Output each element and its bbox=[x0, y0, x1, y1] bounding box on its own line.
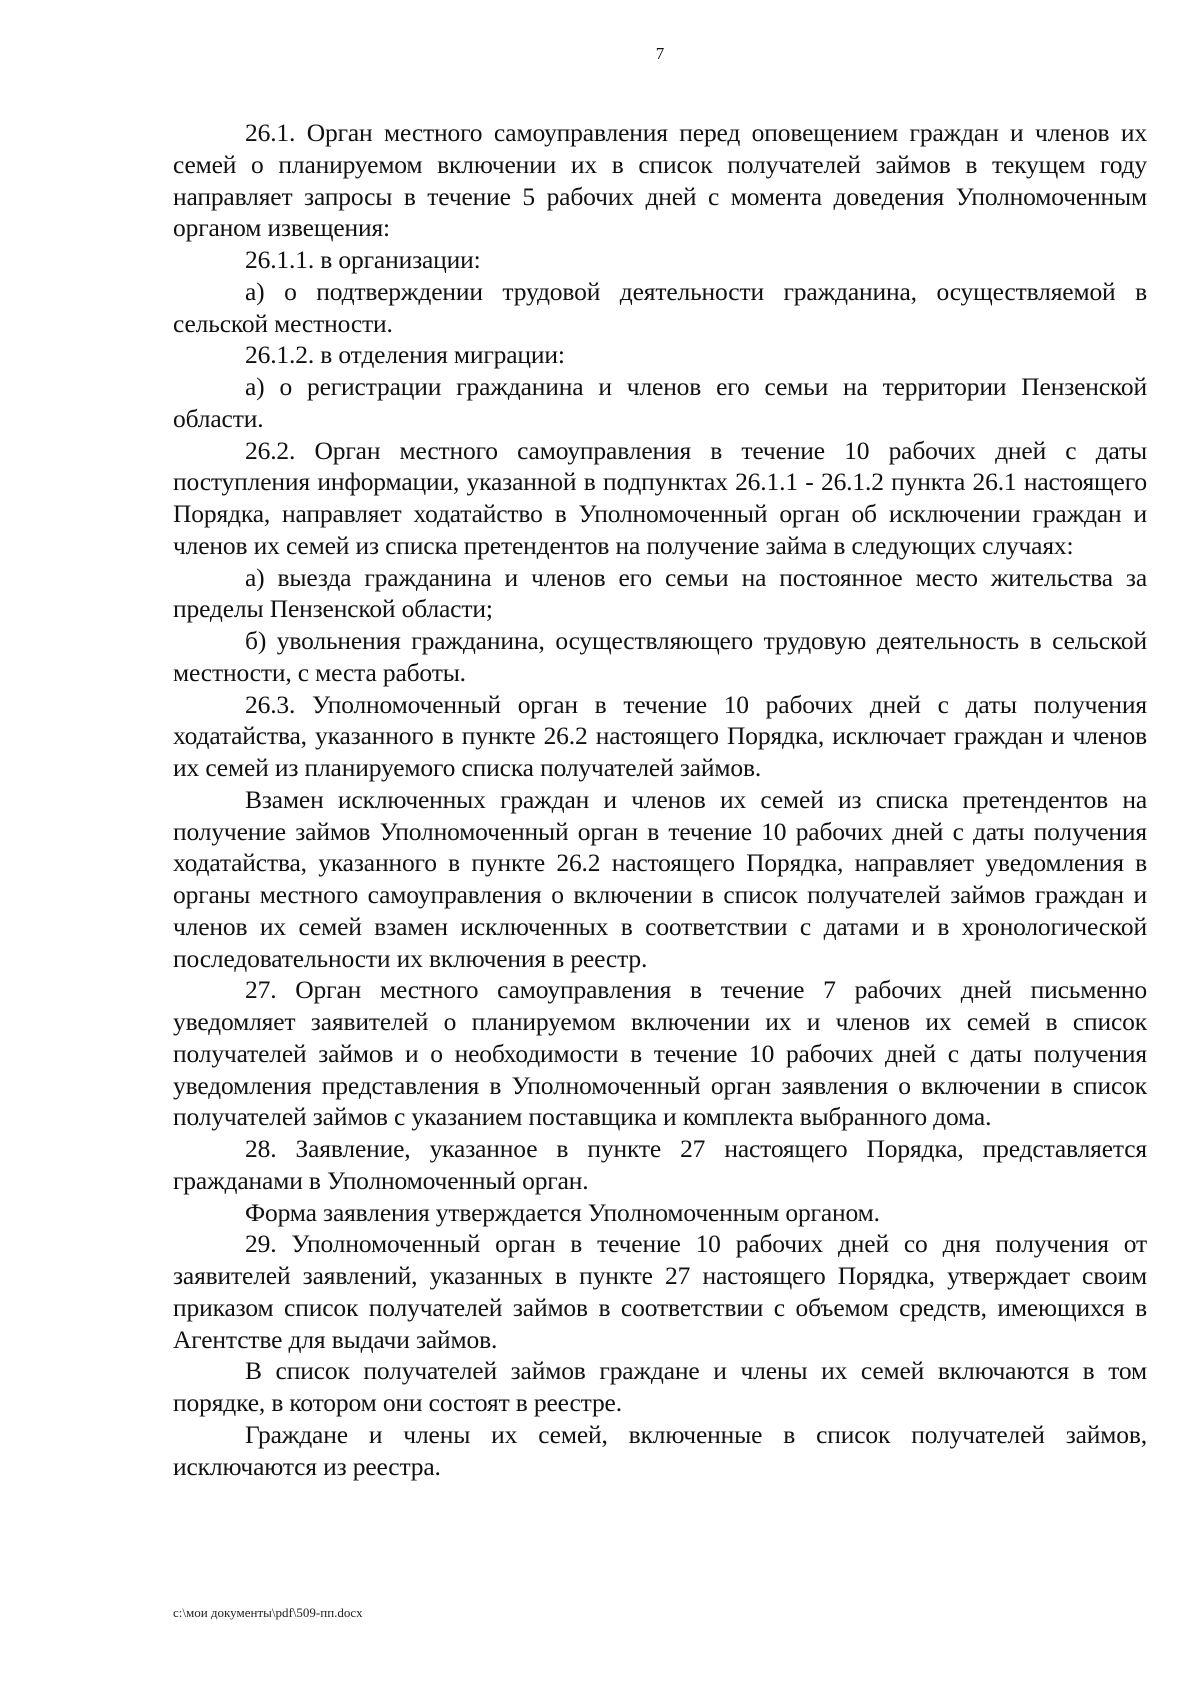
paragraph-26-3: 26.3. Уполномоченный орган в течение 10 рабочих дней с даты получения ходатайства, указанного в пункте 26.2 настоящего Порядка, исключает граждан и членов их семей из планируемого списка получателей займов. bbox=[173, 689, 1147, 782]
footer-file-path: c:\мои документы\pdf\509-пп.docx bbox=[173, 1605, 363, 1620]
paragraph-26-3-replacement: Взамен исключенных граждан и членов их семей из списка претендентов на получение займов Уполномоченный орган в течение 10 рабочих дней с даты получения ходатайства, указанного в пункте 26.2 настоящего Порядка, направляет уведомления в органы местного самоуправления о включении в список получателей займов граждан и членов их семей взамен исключенных в соответствии с датами и в хронологической последовательности их включения в реестр. bbox=[173, 784, 1147, 973]
page-number: 7 bbox=[655, 44, 665, 63]
paragraph-26-2-b: б) увольнения гражданина, осуществляющего трудовую деятельность в сельской местности, с места работы. bbox=[173, 626, 1147, 687]
paragraph-26-1-1-a: а) о подтверждении трудовой деятельности гражданина, осуществляемой в сельской местности. bbox=[173, 276, 1147, 338]
paragraph-29-exclusion: Граждане и члены их семей, включенные в список получателей займов, исключаются из реестра. bbox=[173, 1419, 1147, 1481]
paragraph-26-2-a: а) выезда гражданина и членов его семьи на постоянное место жительства за пределы Пензенской области; bbox=[173, 562, 1147, 624]
paragraph-26-1-2-a: а) о регистрации гражданина и членов его семьи на территории Пензенской области. bbox=[173, 372, 1147, 433]
paragraph-28: 28. Заявление, указанное в пункте 27 настоящего Порядка, представляется гражданами в Уполномоченный орган. bbox=[173, 1134, 1147, 1195]
paragraph-26-1-1: 26.1.1. в организации: bbox=[245, 245, 481, 274]
paragraph-29: 29. Уполномоченный орган в течение 10 рабочих дней со дня получения от заявителей заявлений, указанных в пункте 27 настоящего Порядка, утверждает своим приказом список получателей займов в соответствии с объемом средств, имеющихся в Агентстве для выдачи займов. bbox=[173, 1229, 1147, 1354]
paragraph-27: 27. Орган местного самоуправления в течение 7 рабочих дней письменно уведомляет заявителей о планируемом включении их и членов их семей в список получателей займов и о необходимости в течение 10 рабочих дней с даты получения уведомления представления в Уполномоченный орган заявления о включении в список получателей займов с указанием поставщика и комплекта выбранного дома. bbox=[173, 975, 1147, 1132]
paragraph-26-2: 26.2. Орган местного самоуправления в течение 10 рабочих дней с даты поступления информации, указанной в подпунктах 26.1.1 - 26.1.2 пункта 26.1 настоящего Порядка, направляет ходатайство в Уполномоченный орган об исключении граждан и членов их семей из списка претендентов на получение займа в следующих случаях: bbox=[173, 435, 1147, 560]
paragraph-29-order: В список получателей займов граждане и члены их семей включаются в том порядке, в котором они состоят в реестре. bbox=[173, 1356, 1147, 1417]
document-body bbox=[173, 117, 1147, 1482]
paragraph-28-form: Форма заявления утверждается Уполномоченным органом. bbox=[245, 1197, 880, 1227]
paragraph-26-1: 26.1. Орган местного самоуправления перед оповещением граждан и членов их семей о планируемом включении их в список получателей займов в текущем году направляет запросы в течение 5 рабочих дней с момента доведения Уполномоченным органом извещения: bbox=[173, 118, 1147, 243]
paragraph-26-1-2: 26.1.2. в отделения миграции: bbox=[245, 340, 565, 370]
